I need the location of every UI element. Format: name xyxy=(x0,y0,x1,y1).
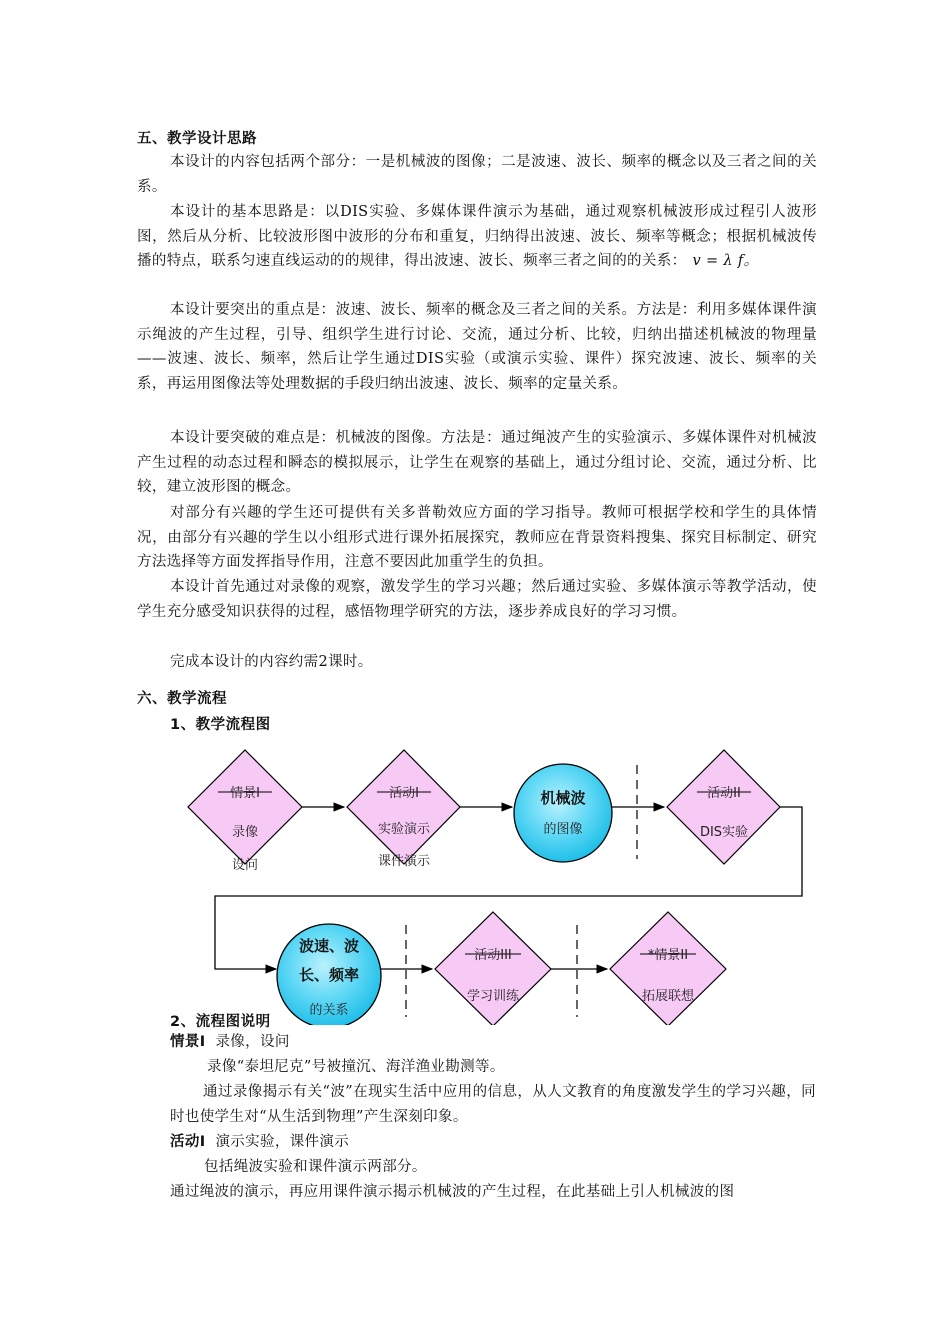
node-activity-3 xyxy=(435,912,551,1025)
paragraph-6: 本设计首先通过对录像的观察，激发学生的学习兴趣；然后通过实验、多媒体演示等教学活动，使学生充分感受知识获得的过程，感悟物理学研究的方法，逐步养成良好的学习习惯。 xyxy=(137,579,817,620)
paragraph-1: 本设计的内容包括两个部分：一是机械波的图像；二是波速、波长、频率的概念以及三者之间的关系。 xyxy=(137,154,817,195)
explanation-1-title: 录像，设问 xyxy=(215,1034,290,1050)
explanation-1-line-1: 录像“泰坦尼克”号被撞沉、海洋渔业勘测等。 xyxy=(207,1059,505,1075)
node-7-top: *情景II xyxy=(647,948,689,963)
paragraph-3: 本设计要突出的重点是：波速、波长、频率的概念及三者之间的关系。方法是：利用多媒体课件演示绳波的产生过程，引导、组织学生进行讨论、交流，通过分析、比较，归纳出描述机械波的物理量 ——波速、波长、频率，然后让学生通过DIS实验（或演示实验、课件）探究波速、波长、频率的关系，再运用图像法等处理数据的手段归纳出波速、波长、频率的定量关系。 xyxy=(137,302,832,392)
node-1-mid: 录像 xyxy=(231,825,259,840)
paragraph-2 xyxy=(137,200,817,274)
diamond-shape xyxy=(435,912,551,1025)
node-2-top: 活动I xyxy=(389,786,419,801)
explanation-2-title: 演示实验，课件演示 xyxy=(215,1134,350,1150)
explanation-1-label: 情景Ⅰ xyxy=(170,1034,206,1050)
explanation-2-label: 活动Ⅰ xyxy=(170,1134,206,1150)
section-heading-6: 六、教学流程 xyxy=(137,691,227,707)
node-activity-1 xyxy=(347,750,460,869)
paragraph-2-text: 本设计的基本思路是：以DIS实验、多媒体课件演示为基础，通过观察机械波形成过程引人波形图，然后从分析、比较波形图中波形的分布和重复，归纳得出波速、波长、频率等概念；根据机械波传播的特点，联系匀速直线运动的的规律，得出波速、波长、频率三者之间的的关系： xyxy=(137,204,817,270)
node-1-top: 情景I xyxy=(230,786,260,801)
explanation-2-heading xyxy=(170,1130,349,1154)
subheading-explanation: 2、流程图说明 xyxy=(170,1014,271,1030)
node-activity-2 xyxy=(667,750,780,864)
node-2-bottom: 课件演示 xyxy=(377,854,431,869)
node-3-title: 机械波 xyxy=(540,789,586,807)
node-5-title-2: 长、频率 xyxy=(298,966,360,984)
subheading-flowchart: 1、教学流程图 xyxy=(170,717,271,733)
node-3-sub: 的图像 xyxy=(543,822,583,837)
node-scene-2 xyxy=(610,912,726,1025)
explanation-1-line-2: 通过录像揭示有关“波”在现实生活中应用的信息，从人文教育的角度激发学生的学习兴趣，同时也使学生对“从生活到物理”产生深刻印象。 xyxy=(170,1084,816,1125)
node-7-mid: 拓展联想 xyxy=(641,989,695,1004)
paragraph-5: 对部分有兴趣的学生还可提供有关多普勒效应方面的学习指导。教师可根据学校和学生的具体情况，由部分有兴趣的学生以小组形式进行课外拓展探究，教师应在背景资料搜集、探究目标制定、研究方法选择等方面发挥指导作用，注意不要因此加重学生的负担。 xyxy=(137,505,817,571)
section-heading-5: 五、教学设计思路 xyxy=(137,131,257,147)
circle-shape xyxy=(514,764,612,862)
diamond-shape xyxy=(347,750,460,864)
node-mechanical-wave xyxy=(514,764,612,862)
diamond-shape xyxy=(188,750,302,864)
teaching-flowchart xyxy=(0,735,950,1025)
node-4-top: 活动II xyxy=(707,786,741,801)
node-5-title-1: 波速、波 xyxy=(298,937,360,955)
explanation-2-line-2: 通过绳波的演示，再应用课件演示揭示机械波的产生过程，在此基础上引人机械波的图 xyxy=(170,1184,735,1200)
node-scene-1 xyxy=(188,750,302,873)
node-5-sub: 的关系 xyxy=(309,1003,349,1018)
paragraph-7: 完成本设计的内容约需2课时。 xyxy=(170,654,373,670)
node-6-mid: 学习训练 xyxy=(466,989,520,1004)
paragraph-4: 本设计要突破的难点是：机械波的图像。方法是：通过绳波产生的实验演示、多媒体课件对机械波产生过程的动态过程和瞬态的模拟展示，让学生在观察的基础上，通过分组讨论、交流，通过分析、比较，建立波形图的概念。 xyxy=(137,430,817,496)
formula: v = λ f。 xyxy=(692,253,759,270)
node-6-top: 活动III xyxy=(474,948,512,963)
node-2-mid: 实验演示 xyxy=(377,822,431,837)
explanation-1-heading xyxy=(170,1030,290,1054)
diamond-shape xyxy=(610,912,726,1025)
node-4-mid: DIS实验 xyxy=(699,825,749,840)
node-wave-relation xyxy=(277,924,381,1025)
diamond-shape xyxy=(667,750,780,864)
node-1-bottom: 设问 xyxy=(231,858,259,873)
explanation-2-line-1: 包括绳波实验和课件演示两部分。 xyxy=(204,1159,427,1175)
